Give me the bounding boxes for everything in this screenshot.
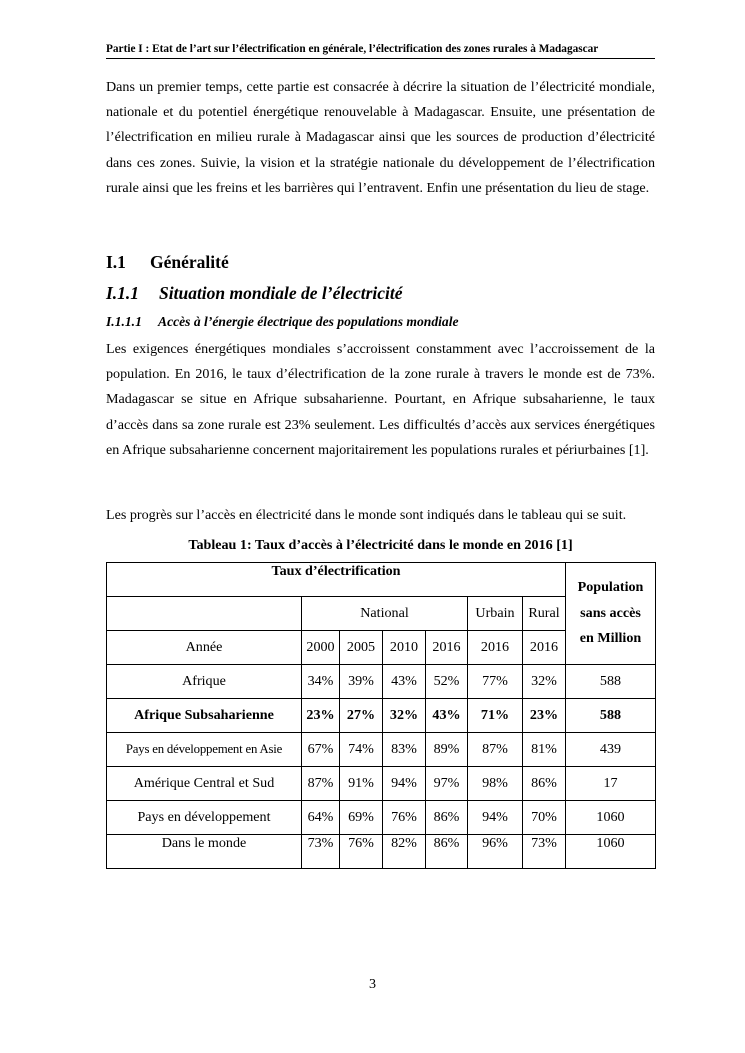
subsection-title: Situation mondiale de l’électricité xyxy=(159,283,403,303)
table-cell: 27% xyxy=(340,699,383,733)
table-cell: 76% xyxy=(383,801,426,835)
table-cell: 1060 xyxy=(566,801,656,835)
row-label: Pays en développement en Asie xyxy=(107,733,302,767)
year-cell: 2016 xyxy=(426,631,468,665)
table-cell: 82% xyxy=(383,835,426,869)
table-cell: 77% xyxy=(468,665,523,699)
table-cell: 23% xyxy=(523,699,566,733)
running-header: Partie I : Etat de l’art sur l’électrification en générale, l’électrification des zones rurales à Madagascar xyxy=(106,43,655,59)
header-population-line-1: Population xyxy=(577,579,644,596)
table-cell: 1060 xyxy=(566,835,656,869)
table-cell: 81% xyxy=(523,733,566,767)
table-cell: 17 xyxy=(566,767,656,801)
table-cell: 34% xyxy=(302,665,340,699)
table-caption: Tableau 1: Taux d’accès à l’électricité dans le monde en 2016 [1] xyxy=(188,537,573,553)
table-cell: 39% xyxy=(340,665,383,699)
table-cell: 73% xyxy=(523,835,566,869)
table-cell: 74% xyxy=(340,733,383,767)
row-label: Amérique Central et Sud xyxy=(107,767,302,801)
table-cell: 439 xyxy=(566,733,656,767)
table-cell: 97% xyxy=(426,767,468,801)
table-cell: 86% xyxy=(426,835,468,869)
header-taux-electrification: Taux d’électrification xyxy=(107,563,566,597)
year-cell: 2010 xyxy=(383,631,426,665)
table-cell: 588 xyxy=(566,665,656,699)
table-cell: 96% xyxy=(468,835,523,869)
table-cell: 32% xyxy=(523,665,566,699)
table-cell: 87% xyxy=(302,767,340,801)
table-row xyxy=(107,699,656,733)
row-label: Afrique xyxy=(107,665,302,699)
section-number: I.1 xyxy=(106,252,126,272)
table-row xyxy=(107,733,656,767)
year-cell: 2000 xyxy=(302,631,340,665)
table-cell: 71% xyxy=(468,699,523,733)
page-number: 3 xyxy=(368,976,377,992)
table-cell: 87% xyxy=(468,733,523,767)
subsection-heading xyxy=(106,283,403,304)
table-cell: 23% xyxy=(302,699,340,733)
section-title: Généralité xyxy=(150,252,229,272)
subsubsection-number: I.1.1.1 xyxy=(106,314,142,329)
table-cell: 94% xyxy=(383,767,426,801)
table-cell: 76% xyxy=(340,835,383,869)
table-cell: 70% xyxy=(523,801,566,835)
table-intro-paragraph: Les progrès sur l’accès en électricité dans le monde sont indiqués dans le tableau qui se suit. xyxy=(106,507,627,523)
body-paragraph: Les exigences énergétiques mondiales s’accroissent constamment avec l’accroissement de la population. En 2016, le taux d’électrification de la zone rurale à travers le monde est de 73%. Madagascar se situe en Afrique subsaharienne. Pourtant, en Afrique subsaharienne, le taux d’accès dans sa zone rurale est 23% seulement. Les difficultés d’accès aux services énergétiques en Afrique subsaharienne concernent majoritairement les populations rurales et périurbaines [1]. xyxy=(106,341,655,458)
table-cell: 98% xyxy=(468,767,523,801)
section-heading xyxy=(106,252,229,273)
year-cell: 2016 xyxy=(468,631,523,665)
table-cell: 52% xyxy=(426,665,468,699)
row-label: Dans le monde xyxy=(107,835,302,869)
table-cell: 32% xyxy=(383,699,426,733)
subsubsection-title: Accès à l’énergie électrique des populations mondiale xyxy=(158,314,459,329)
row-label: Afrique Subsaharienne xyxy=(107,699,302,733)
table-cell: 86% xyxy=(426,801,468,835)
electrification-table xyxy=(106,562,656,869)
intro-paragraph: Dans un premier temps, cette partie est consacrée à décrire la situation de l’électricité mondiale, nationale et du potentiel énergétique renouvelable à Madagascar. Ensuite, une présentation de l’électrification en milieu rurale à Madagascar ainsi que les sources de production d’électricité dans ces zones. Suivie, la vision et la stratégie nationale du développement de l’électrification rurale ainsi que les freins et les barrières qui l’entravent. Enfin une présentation du lieu de stage. xyxy=(106,79,655,196)
header-rural: Rural xyxy=(523,597,566,631)
table-cell: 67% xyxy=(302,733,340,767)
table-cell: 43% xyxy=(383,665,426,699)
table-row xyxy=(107,665,656,699)
table-cell: 73% xyxy=(302,835,340,869)
table-cell: 64% xyxy=(302,801,340,835)
table-cell: 69% xyxy=(340,801,383,835)
table-cell: 94% xyxy=(468,801,523,835)
subsubsection-heading xyxy=(106,314,459,330)
header-population-line-3: en Million xyxy=(579,630,642,647)
table-row xyxy=(107,767,656,801)
table-cell: 588 xyxy=(566,699,656,733)
header-national: National xyxy=(302,597,468,631)
table-cell: 83% xyxy=(383,733,426,767)
table-cell: 91% xyxy=(340,767,383,801)
table-row xyxy=(107,801,656,835)
table-cell: 89% xyxy=(426,733,468,767)
header-urbain: Urbain xyxy=(468,597,523,631)
table-cell: 86% xyxy=(523,767,566,801)
table-row xyxy=(107,835,656,869)
header-annee: Année xyxy=(107,631,302,665)
header-population xyxy=(566,563,656,665)
year-cell: 2005 xyxy=(340,631,383,665)
row-label: Pays en développement xyxy=(107,801,302,835)
year-cell: 2016 xyxy=(523,631,566,665)
header-empty-cell xyxy=(107,597,302,631)
subsection-number: I.1.1 xyxy=(106,283,140,303)
header-population-line-2: sans accès xyxy=(580,604,641,621)
table-cell: 43% xyxy=(426,699,468,733)
